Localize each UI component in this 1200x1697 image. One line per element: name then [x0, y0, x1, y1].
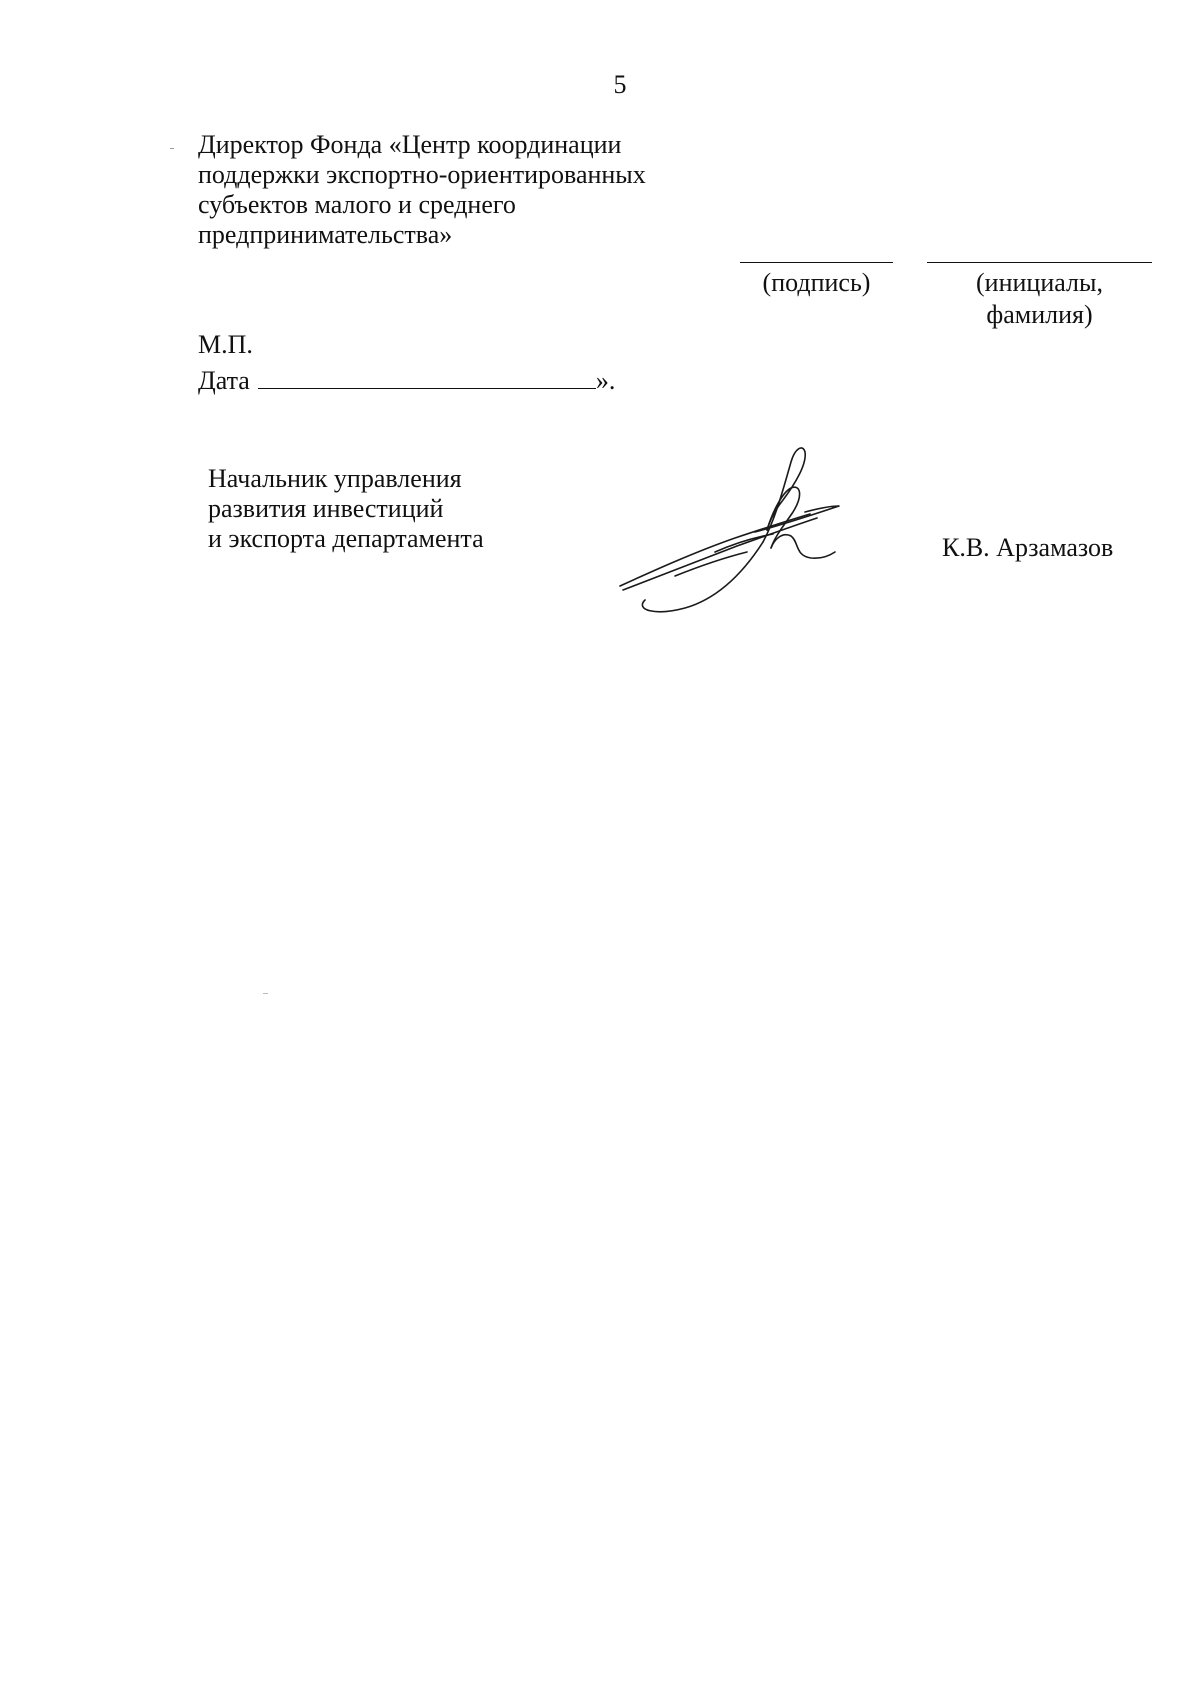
signatory-position-line: и экспорта департамента — [208, 524, 484, 553]
signatory-position-line: развития инвестиций — [208, 494, 444, 523]
signatory-position — [208, 464, 484, 554]
initials-line — [927, 262, 1152, 263]
initials-caption: фамилия) — [986, 300, 1093, 329]
margin-mark — [263, 993, 268, 994]
signature-caption: (подпись) — [762, 268, 871, 297]
signatory-name: К.В. Арзамазов — [942, 533, 1114, 562]
margin-mark — [170, 148, 174, 149]
director-title-line: поддержки экспортно-ориентированных — [198, 160, 646, 189]
date-label: Дата — [198, 366, 250, 395]
date-suffix: ». — [595, 366, 616, 395]
date-blank-line — [258, 364, 596, 389]
director-title-line: субъектов малого и среднего — [198, 190, 516, 219]
handwritten-signature — [615, 440, 855, 618]
director-title-line: предпринимательства» — [198, 220, 453, 249]
date-row — [198, 364, 615, 396]
stamp-label: М.П. — [198, 330, 253, 359]
signature-line — [740, 262, 893, 263]
initials-caption: (инициалы, — [976, 268, 1103, 297]
signatory-position-line: Начальник управления — [208, 464, 462, 493]
page-number: 5 — [613, 70, 627, 99]
director-title — [198, 130, 646, 250]
director-title-line: Директор Фонда «Центр координации — [198, 130, 622, 159]
